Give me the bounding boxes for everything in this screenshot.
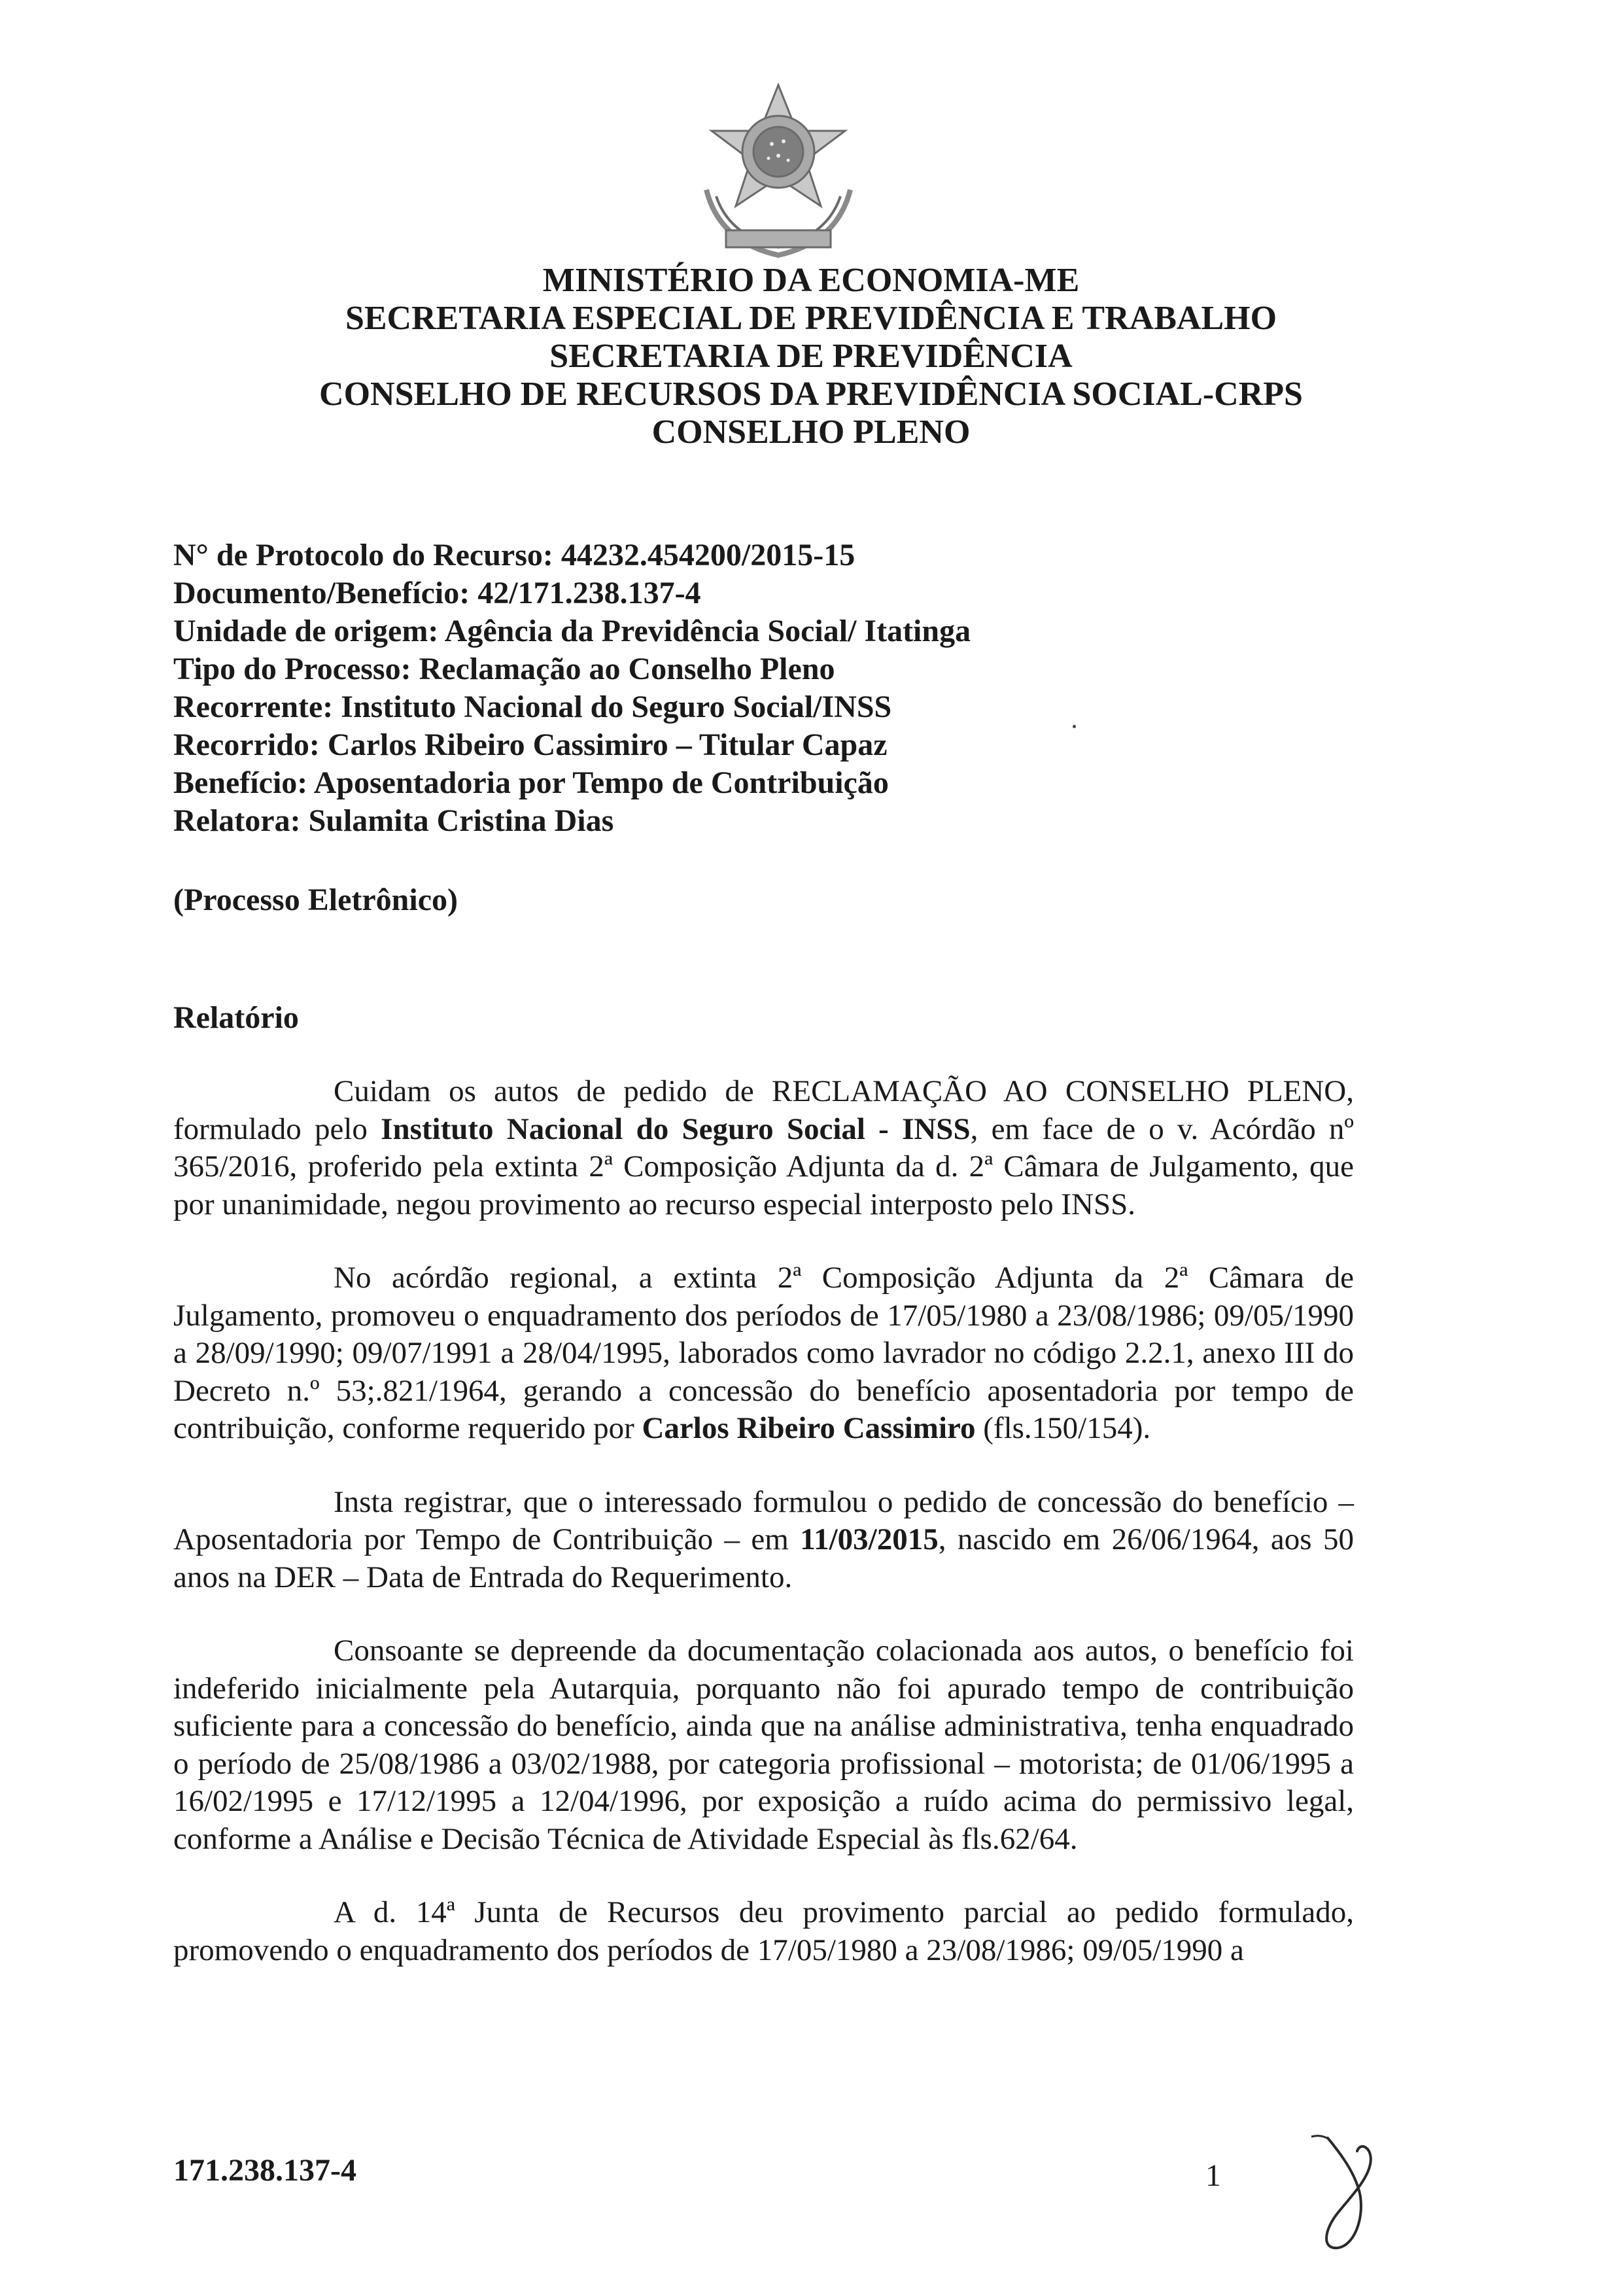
paragraph: Insta registrar, que o interessado formulou o pedido de concessão do benefício – Aposentadoria por Tempo de Contribuição – em 11/03/2015, nascido em 26/06/1964, aos 50 anos na DER – Data de Entrada do Requerimento. [173,1484,1354,1594]
coat-of-arms-emblem [680,79,876,268]
paragraph: A d. 14ª Junta de Recursos deu provimento parcial ao pedido formulado, promovendo o enquadramento dos períodos de 17/05/1980 a 23/08/1986; 09/05/1990 a [173,1895,1354,1967]
paragraph: Cuidam os autos de pedido de RECLAMAÇÃO AO CONSELHO PLENO, formulado pelo Instituto Nacional do Seguro Social - INSS, em face de o v. Acórdão nº 365/2016, proferido pela extinta 2ª Composição Adjunta da d. 2ª Câmara de Julgamento, que por unanimidade, negou provimento ao recurso especial interposto pelo INSS. [173,1074,1354,1221]
paragraph: Consoante se depreende da documentação colacionada aos autos, o benefício foi indeferido inicialmente pela Autarquia, porquanto não foi apurado tempo de contribuição suficiente para a concessão do benefício, ainda que na análise administrativa, tenha enquadrado o período de 25/08/1986 a 03/02/1988, por categoria profissional – motorista; de 01/06/1995 a 16/02/1995 e 17/12/1995 a 12/04/1996, por exposição a ruído acima do permissivo legal, conforme a Análise e Decisão Técnica de Atividade Especial às fls.62/64. [173,1634,1354,1856]
meta-appellant: Recorrente: Instituto Nacional do Seguro Social/INSS [173,690,892,724]
header-plenary: CONSELHO PLENO [651,413,971,451]
header-council: CONSELHO DE RECURSOS DA PREVIDÊNCIA SOCIAL-CRPS [319,376,1303,413]
meta-respondent: Recorrido: Carlos Ribeiro Cassimiro – Titular Capaz [173,727,888,762]
meta-process-type: Tipo do Processo: Reclamação ao Conselho Pleno [173,652,835,686]
report-heading: Relatório [173,1000,299,1035]
report-body [173,1073,1354,2005]
page-number: 1 [1205,2158,1221,2193]
header-ministry: MINISTÉRIO DA ECONOMIA-ME [542,262,1080,299]
footer-benefit-number: 171.238.137-4 [173,2153,356,2188]
meta-protocol: N° de Protocolo do Recurso: 44232.454200/2015-15 [173,538,855,572]
meta-benefit: Benefício: Aposentadoria por Tempo de Contribuição [173,765,889,800]
handwritten-initial [1308,2131,1387,2256]
case-metadata [173,536,1416,840]
scan-speck [1073,725,1076,728]
meta-rapporteur: Relatora: Sulamita Cristina Dias [173,803,614,838]
electronic-process-note: (Processo Eletrônico) [173,883,458,917]
header-special-secretariat: SECRETARIA ESPECIAL DE PREVIDÊNCIA E TRABALHO [345,300,1277,337]
meta-origin-unit: Unidade de origem: Agência da Previdência Social/ Itatinga [173,614,971,648]
document-header [170,262,1452,451]
header-secretariat: SECRETARIA DE PREVIDÊNCIA [549,338,1073,375]
meta-document: Documento/Benefício: 42/171.238.137-4 [173,576,701,610]
paragraph: No acórdão regional, a extinta 2ª Composição Adjunta da 2ª Câmara de Julgamento, promoveu o enquadramento dos períodos de 17/05/1980 a 23/08/1986; 09/05/1990 a 28/09/1990; 09/07/1991 a 28/04/1995, laborados como lavrador no código 2.2.1, anexo III do Decreto n.º 53;.821/1964, gerando a concessão do benefício aposentadoria por tempo de contribuição, conforme requerido por Carlos Ribeiro Cassimiro (fls.150/154). [173,1261,1354,1445]
